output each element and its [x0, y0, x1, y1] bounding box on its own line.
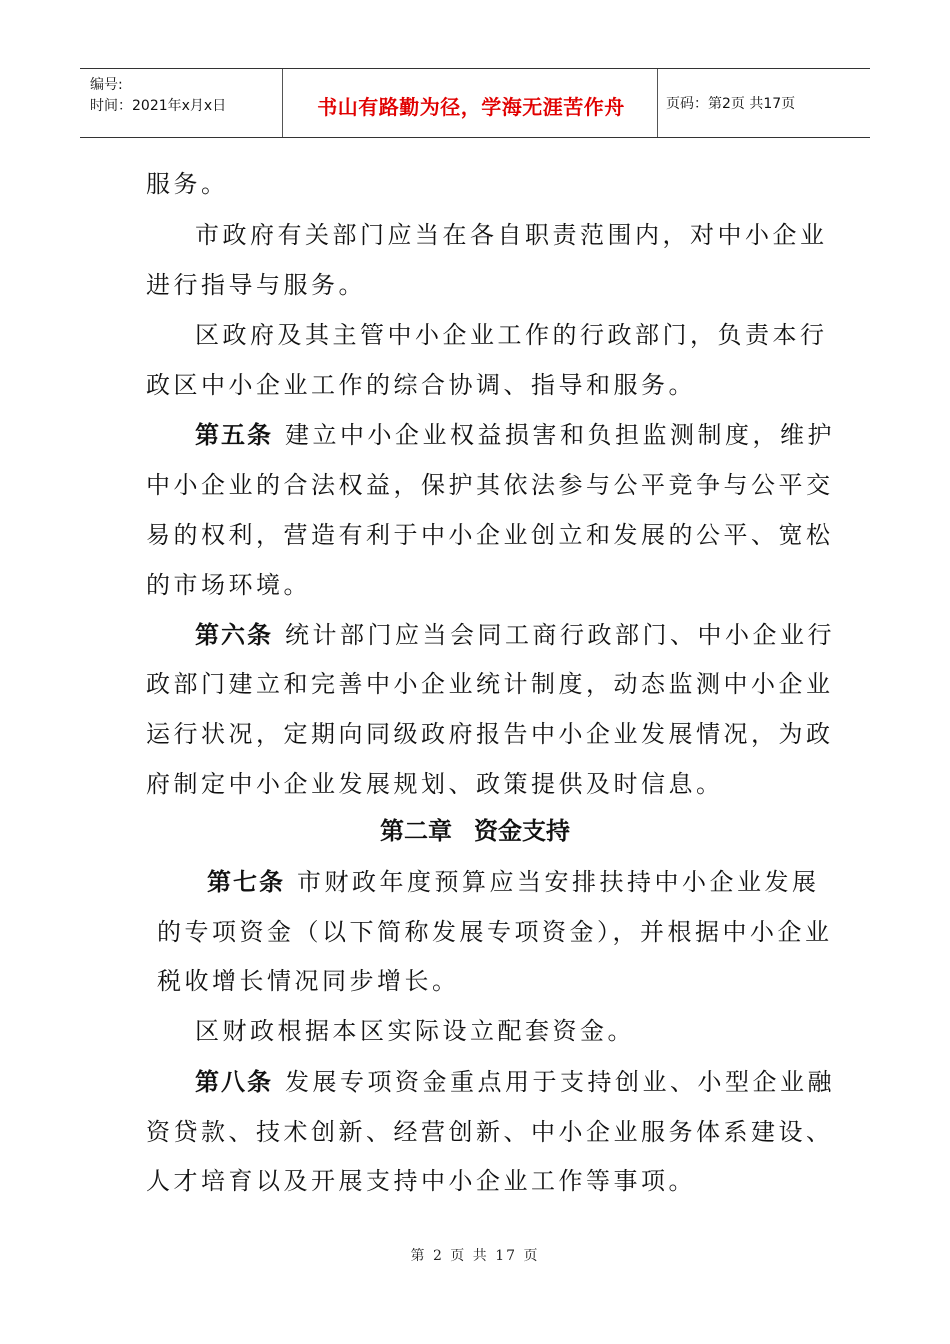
- article-7-title: 第七条: [207, 868, 285, 896]
- article-8-title: 第八条: [195, 1068, 273, 1096]
- paragraph-line: 区财政根据本区实际设立配套资金。: [195, 1017, 635, 1045]
- text-line: 政部门建立和完善中小企业统计制度，动态监测中小企业: [146, 670, 834, 698]
- article-7-line: [207, 862, 820, 902]
- header-meta: [90, 75, 226, 117]
- chapter-heading: [0, 811, 950, 851]
- article-5-title: 第五条: [195, 421, 273, 449]
- article-5-line: [195, 415, 835, 455]
- page-footer: 第 2 页 共 17 页: [410, 1248, 540, 1264]
- header-divider: [657, 69, 658, 137]
- chapter-number: 第二章: [380, 817, 452, 845]
- text-line: 资贷款、技术创新、经营创新、中小企业服务体系建设、: [146, 1118, 834, 1146]
- text-line: 中小企业的合法权益，保护其依法参与公平竞争与公平交: [146, 471, 834, 499]
- article-6-title: 第六条: [195, 621, 273, 649]
- text-line: 人才培育以及开展支持中小企业工作等事项。: [146, 1167, 696, 1195]
- article-7-text: 市财政年度预算应当安排扶持中小企业发展: [297, 868, 820, 896]
- text-line: 进行指导与服务。: [146, 271, 366, 299]
- text-line: 政区中小企业工作的综合协调、指导和服务。: [146, 371, 696, 399]
- header-divider: [282, 69, 283, 137]
- page-header: [80, 68, 870, 138]
- text-line: 的专项资金（以下简称发展专项资金），并根据中小企业: [157, 918, 833, 946]
- article-8-text: 发展专项资金重点用于支持创业、小型企业融: [285, 1068, 835, 1096]
- paragraph-line: 市政府有关部门应当在各自职责范围内，对中小企业: [195, 221, 828, 249]
- text-line: 府制定中小企业发展规划、政策提供及时信息。: [146, 770, 724, 798]
- document-number-label: 编号:: [90, 77, 123, 93]
- header-motto: 书山有路勤为径，学海无涯苦作舟: [317, 95, 625, 119]
- text-line: 服务。: [146, 170, 229, 198]
- article-6-line: [195, 615, 835, 655]
- paragraph-line: 区政府及其主管中小企业工作的行政部门，负责本行: [195, 321, 828, 349]
- text-line: 运行状况，定期向同级政府报告中小企业发展情况，为政: [146, 720, 834, 748]
- document-time-label: 时间：2021年x月x日: [90, 98, 227, 114]
- text-line: 易的权利，营造有利于中小企业创立和发展的公平、宽松: [146, 521, 834, 549]
- article-8-line: [195, 1062, 835, 1102]
- header-page-number: 页码：第2页 共17页: [666, 96, 796, 112]
- article-5-text: 建立中小企业权益损害和负担监测制度，维护: [285, 421, 835, 449]
- text-line: 的市场环境。: [146, 571, 311, 599]
- text-line: 税收增长情况同步增长。: [157, 967, 460, 995]
- chapter-title: 资金支持: [474, 817, 570, 845]
- article-6-text: 统计部门应当会同工商行政部门、中小企业行: [285, 621, 835, 649]
